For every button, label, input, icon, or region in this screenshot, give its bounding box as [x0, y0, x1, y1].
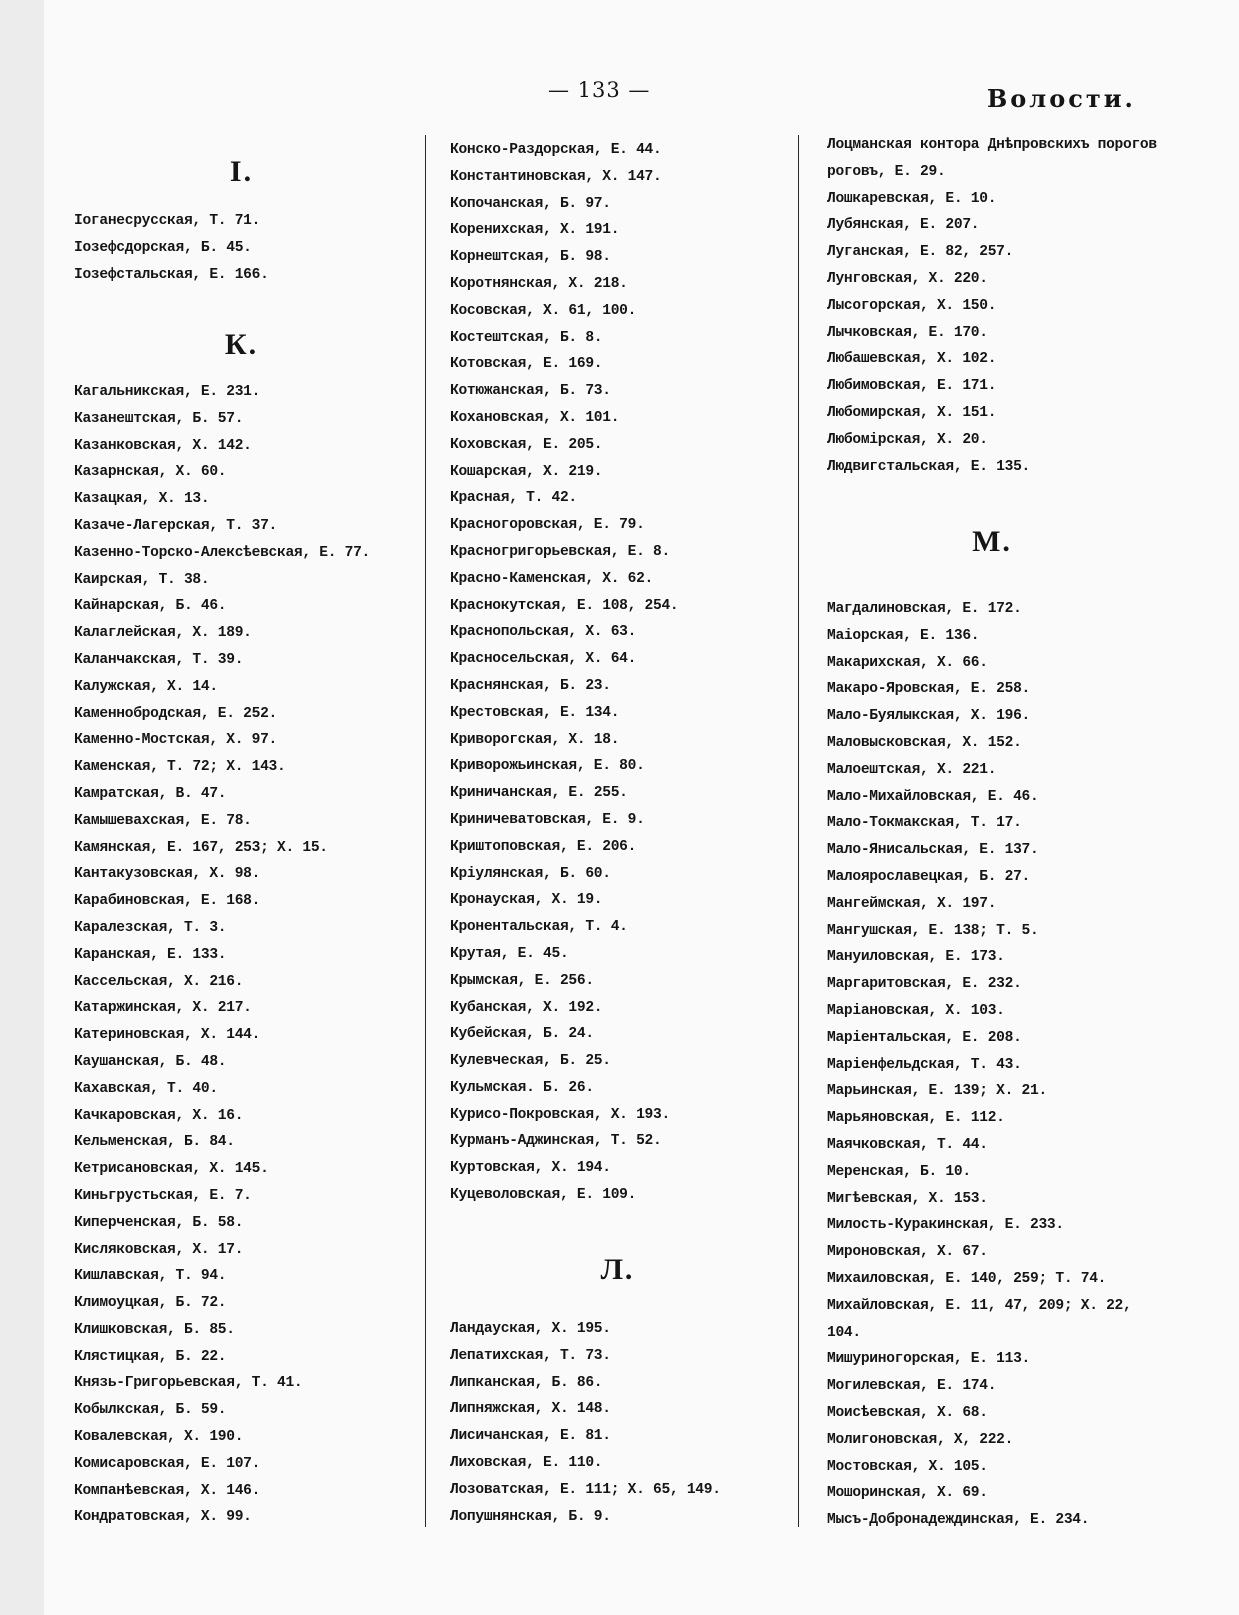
index-entry: Коротнянская, Х. 218.	[450, 275, 628, 292]
index-entry: Каранская, Е. 133.	[74, 946, 227, 963]
index-entry: Криштоповская, Е. 206.	[450, 838, 637, 855]
index-entry: Кулевческая, Б. 25.	[450, 1053, 611, 1070]
index-entry: Лошкаревская, Е. 10.	[827, 190, 997, 207]
index-entry: Кронентальская, Т. 4.	[450, 919, 628, 936]
index-entry: Липканская, Б. 86.	[450, 1374, 603, 1391]
index-entry: Клишковская, Б. 85.	[74, 1321, 235, 1338]
index-entry: Камянская, Е. 167, 253; Х. 15.	[74, 839, 328, 856]
index-entry: Красная, Т. 42.	[450, 490, 577, 507]
index-entry: Луганская, Е. 82, 257.	[827, 244, 1014, 261]
index-entry: Костештская, Б. 8.	[450, 329, 603, 346]
index-entry: Криворожьинская, Е. 80.	[450, 758, 645, 775]
index-entry: Мироновская, Х. 67.	[827, 1244, 988, 1261]
index-entry: Коренихская, Х. 191.	[450, 222, 620, 239]
index-entry: Маргаритовская, Е. 232.	[827, 976, 1022, 993]
index-entry: Кантакузовская, Х. 98.	[74, 866, 261, 883]
index-entry: Лубянская, Е. 207.	[827, 217, 980, 234]
index-entry: Краснокутская, Е. 108, 254.	[450, 597, 679, 614]
index-entry: Казанештская, Б. 57.	[74, 410, 244, 427]
index-entry: Магдалиновская, Е. 172.	[827, 601, 1022, 617]
index-entry: Кассельская, Х. 216.	[74, 973, 244, 990]
index-entry: Казарнская, Х. 60.	[74, 464, 227, 481]
index-entry: Мануиловская, Е. 173.	[827, 949, 1005, 966]
index-entry: Кельменская, Б. 84.	[74, 1134, 235, 1151]
index-entry: Компанѣевская, Х. 146.	[74, 1482, 261, 1499]
page-number: — 133 —	[548, 78, 651, 102]
index-entry: Милость-Куракинская, Е. 233.	[827, 1217, 1064, 1234]
index-entry: Катаржинская, Х. 217.	[74, 1000, 252, 1017]
index-entry: Любашевская, Х. 102.	[827, 351, 997, 368]
index-entry: Каушанская, Б. 48.	[74, 1053, 227, 1070]
index-entry: Любомирская, Х. 151.	[827, 404, 997, 421]
index-entry: Крутая, Е. 45.	[450, 945, 569, 962]
index-entry: Меренская, Б. 10.	[827, 1163, 971, 1180]
index-entry: Моисѣевская, Х. 68.	[827, 1404, 988, 1421]
index-entry: Могилевская, Е. 174.	[827, 1378, 997, 1395]
index-entry: Лисичанская, Е. 81.	[450, 1428, 611, 1445]
index-entry: Криничеватовская, Е. 9.	[450, 811, 645, 828]
index-entry: Куртовская, Х. 194.	[450, 1160, 611, 1177]
index-entry: Курманъ-Аджинская, Т. 52.	[450, 1133, 662, 1150]
index-entry: Кетрисановская, Х. 145.	[74, 1161, 269, 1178]
index-entry: Мало-Токмакская, Т. 17.	[827, 815, 1022, 832]
index-entry: Кахавская, Т. 40.	[74, 1080, 218, 1097]
entry-list-i	[74, 208, 409, 288]
index-entry: Копочанская, Б. 97.	[450, 195, 611, 212]
index-entry: Крымская, Е. 256.	[450, 972, 594, 989]
index-entry: Константиновская, Х. 147.	[450, 168, 662, 185]
index-entry: Калаглейская, Х. 189.	[74, 625, 252, 642]
page-edge-shadow	[0, 0, 44, 1615]
index-entry: Лоцманская контора Днѣпровскихъ порогов	[827, 137, 1157, 153]
index-entry: Каменно-Мостская, Х. 97.	[74, 732, 277, 749]
index-entry: Макарихская, Х. 66.	[827, 654, 988, 671]
index-entry: Качкаровская, Х. 16.	[74, 1107, 244, 1124]
index-entry: Людвигстальская, Е. 135.	[827, 458, 1030, 475]
index-entry: Князь-Григорьевская, Т. 41.	[74, 1375, 303, 1392]
index-entry: Мангеймская, Х. 197.	[827, 895, 997, 912]
index-entry: Клястицкая, Б. 22.	[74, 1348, 227, 1365]
index-entry: Казенно-Торско-Алексѣевская, Е. 77.	[74, 544, 371, 561]
entry-list-l-continued	[827, 132, 1157, 480]
index-entry: Крестовская, Е. 134.	[450, 704, 620, 721]
index-entry: Маячковская, Т. 44.	[827, 1136, 988, 1153]
index-entry: Казацкая, Х. 13.	[74, 491, 210, 508]
index-entry: Кріулянская, Б. 60.	[450, 865, 611, 882]
index-entry: Котовская, Е. 169.	[450, 356, 603, 373]
index-entry: Красно-Каменская, Х. 62.	[450, 570, 653, 587]
index-entry: Катериновская, Х. 144.	[74, 1027, 261, 1044]
index-entry: Каменнобродская, Е. 252.	[74, 705, 277, 722]
index-entry: Каралезская, Т. 3.	[74, 919, 227, 936]
section-heading-m: М.	[972, 525, 1012, 558]
index-entry: Мишуриногорская, Е. 113.	[827, 1351, 1030, 1368]
section-heading-i: I.	[229, 155, 254, 188]
index-entry: Маріенфельдская, Т. 43.	[827, 1056, 1022, 1073]
index-entry: Корнештская, Б. 98.	[450, 249, 611, 266]
index-entry: Киперченская, Б. 58.	[74, 1214, 244, 1231]
index-entry: Липняжская, Х. 148.	[450, 1401, 611, 1418]
index-entry: Красногоровская, Е. 79.	[450, 517, 645, 534]
index-entry: Каменская, Т. 72; Х. 143.	[74, 759, 286, 776]
index-entry: Михаиловская, Е. 140, 259; Т. 74.	[827, 1270, 1107, 1287]
index-entry: Красногригорьевская, Е. 8.	[450, 543, 670, 560]
index-entry: Курисо-Покровская, Х. 193.	[450, 1106, 670, 1123]
index-entry: Кохановская, Х. 101.	[450, 409, 620, 426]
index-entry: Камратская, В. 47.	[74, 785, 227, 802]
index-entry: Лысогорская, Х. 150.	[827, 297, 997, 314]
index-entry: Іозефсдорская, Б. 45.	[74, 239, 252, 256]
index-entry: Іоганесрусская, Т. 71.	[74, 213, 261, 229]
running-head: Волости.	[987, 84, 1136, 113]
section-heading-k: К.	[224, 328, 259, 361]
index-entry: Іозефстальская, Е. 166.	[74, 266, 269, 283]
index-entry: 104.	[827, 1324, 861, 1341]
index-entry: Кубанская, Х. 192.	[450, 999, 603, 1016]
index-entry: Кубейская, Б. 24.	[450, 1026, 594, 1043]
index-entry: Кисляковская, Х. 17.	[74, 1241, 244, 1258]
index-entry: Любомірская, Х. 20.	[827, 431, 988, 448]
index-entry: Кондратовская, Х. 99.	[74, 1509, 252, 1526]
index-entry: Малоярославецкая, Б. 27.	[827, 868, 1030, 885]
index-entry: Лозоватская, Е. 111; Х. 65, 149.	[450, 1481, 721, 1498]
index-entry: Мало-Михайловская, Е. 46.	[827, 788, 1039, 805]
index-entry: Михайловская, Е. 11, 47, 209; Х. 22,	[827, 1297, 1132, 1314]
index-entry: Криничанская, Е. 255.	[450, 785, 628, 802]
entry-list-m	[827, 596, 1157, 1534]
index-entry: Криворогская, Х. 18.	[450, 731, 620, 748]
index-entry: Комисаровская, Е. 107.	[74, 1455, 261, 1472]
index-entry: Мостовская, Х. 105.	[827, 1458, 988, 1475]
index-entry: Маріентальская, Е. 208.	[827, 1029, 1022, 1046]
index-entry: Маріановская, Х. 103.	[827, 1002, 1005, 1019]
index-entry: Любимовская, Е. 171.	[827, 378, 997, 395]
index-entry: Мангушская, Е. 138; Т. 5.	[827, 922, 1039, 939]
index-entry: Коховская, Е. 205.	[450, 436, 603, 453]
entry-list-k	[74, 379, 409, 1531]
index-entry: Каирская, Т. 38.	[74, 571, 210, 588]
index-entry: Калужская, Х. 14.	[74, 678, 218, 695]
index-entry: Красносельская, Х. 64.	[450, 651, 637, 668]
index-entry: Косовская, Х. 61, 100.	[450, 302, 637, 319]
index-entry: Мало-Янисальская, Е. 137.	[827, 842, 1039, 859]
column-rule	[798, 135, 799, 1527]
index-entry: Ковалевская, Х. 190.	[74, 1429, 244, 1446]
index-entry: Марьинская, Е. 139; Х. 21.	[827, 1083, 1047, 1100]
index-entry: Лепатихская, Т. 73.	[450, 1347, 611, 1364]
index-entry: Мысъ-Добронадеждинская, Е. 234.	[827, 1512, 1090, 1529]
entry-list-k-continued	[450, 137, 785, 1209]
index-entry: Казаче-Лагерская, Т. 37.	[74, 517, 277, 534]
index-entry: Марьяновская, Е. 112.	[827, 1110, 1005, 1127]
index-entry: Малоештская, Х. 221.	[827, 761, 997, 778]
index-entry: Мало-Буялыкская, Х. 196.	[827, 708, 1030, 725]
index-entry: Киньгрустьская, Е. 7.	[74, 1187, 252, 1204]
index-entry: Казанковская, Х. 142.	[74, 437, 252, 454]
index-entry: Карабиновская, Е. 168.	[74, 893, 261, 910]
index-entry: Ландауская, Х. 195.	[450, 1321, 611, 1337]
index-entry: Лычковская, Е. 170.	[827, 324, 988, 341]
index-entry: Кагальникская, Е. 231.	[74, 384, 261, 400]
index-entry: Лопушнянская, Б. 9.	[450, 1508, 611, 1525]
index-entry: Камышевахская, Е. 78.	[74, 812, 252, 829]
index-entry: Кайнарская, Б. 46.	[74, 598, 227, 615]
index-entry: Конско-Раздорская, Е. 44.	[450, 142, 662, 158]
index-entry: роговъ, Е. 29.	[827, 163, 946, 180]
column-rule	[425, 135, 426, 1527]
index-entry: Куцеволовская, Е. 109.	[450, 1187, 637, 1204]
entry-list-l	[450, 1316, 785, 1530]
index-entry: Каланчакская, Т. 39.	[74, 651, 244, 668]
index-entry: Климоуцкая, Б. 72.	[74, 1295, 227, 1312]
index-entry: Макаро-Яровская, Е. 258.	[827, 681, 1030, 698]
index-entry: Котюжанская, Б. 73.	[450, 383, 611, 400]
index-entry: Кишлавская, Т. 94.	[74, 1268, 227, 1285]
index-entry: Маловысковская, Х. 152.	[827, 734, 1022, 751]
section-heading-l: Л.	[600, 1253, 635, 1286]
index-entry: Лиховская, Е. 110.	[450, 1454, 603, 1471]
index-entry: Краснопольская, Х. 63.	[450, 624, 637, 641]
index-entry: Кобылкская, Б. 59.	[74, 1402, 227, 1419]
index-entry: Мигѣевская, Х. 153.	[827, 1190, 988, 1207]
index-entry: Молигоновская, Х, 222.	[827, 1431, 1014, 1448]
index-entry: Кошарская, Х. 219.	[450, 463, 603, 480]
index-entry: Краснянская, Б. 23.	[450, 677, 611, 694]
index-entry: Лунговская, Х. 220.	[827, 270, 988, 287]
index-entry: Кронауская, Х. 19.	[450, 892, 603, 909]
index-entry: Кульмская. Б. 26.	[450, 1079, 594, 1096]
index-entry: Мошоринская, Х. 69.	[827, 1485, 988, 1502]
index-entry: Маіорская, Е. 136.	[827, 627, 980, 644]
